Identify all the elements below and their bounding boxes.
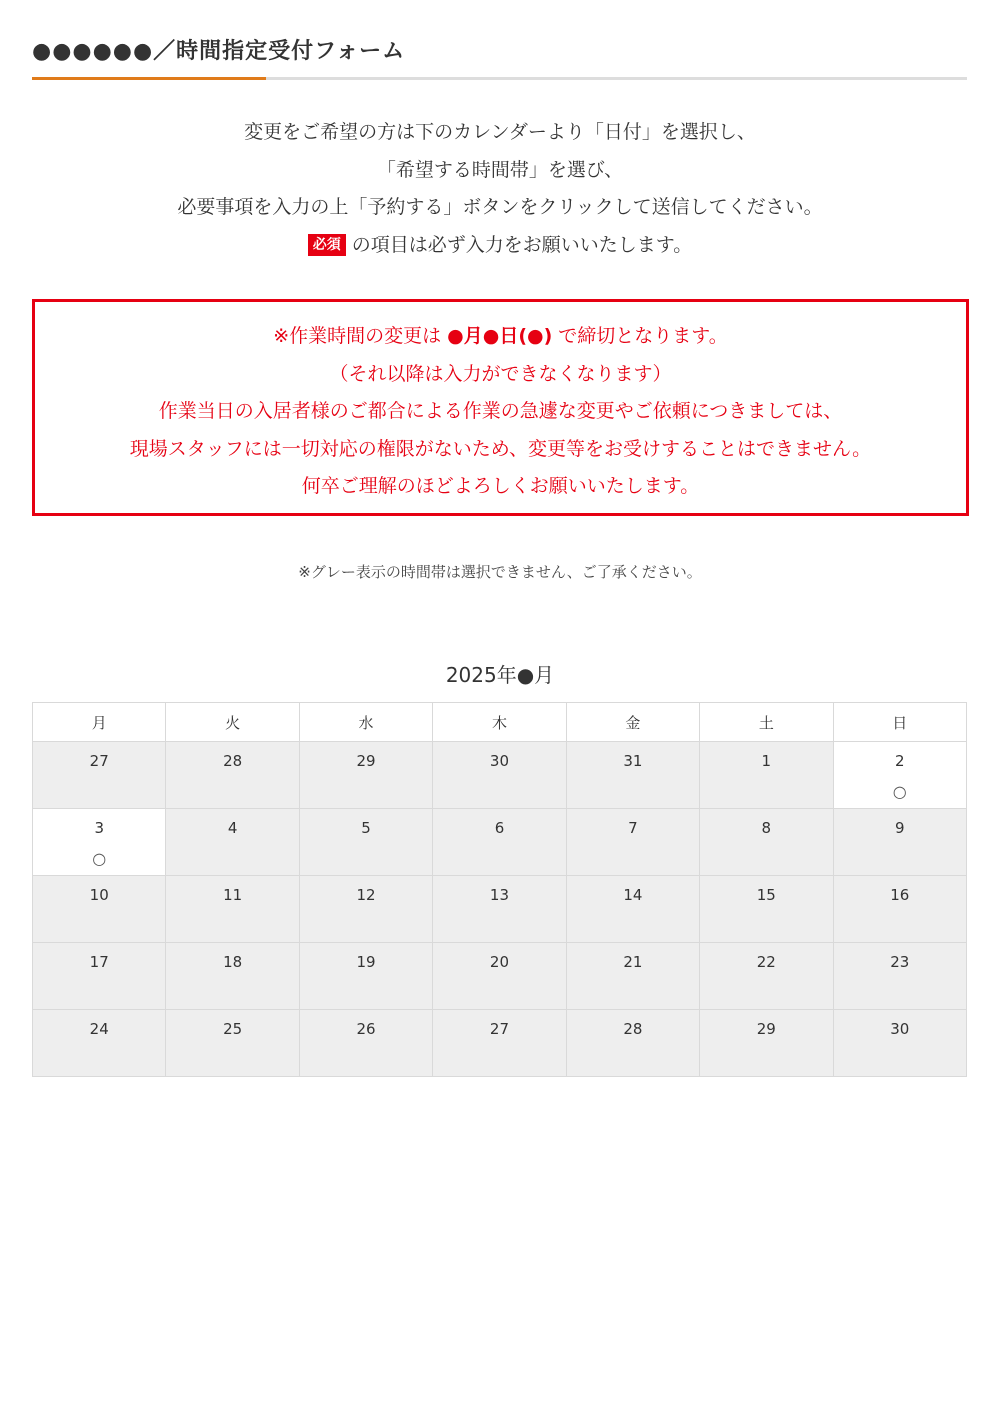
- weekday-fri: 金: [566, 703, 699, 742]
- heading-accent-bar: [32, 77, 266, 80]
- notice-line: 何卒ご理解のほどよろしくお願いいたします。: [301, 475, 700, 497]
- weekday-tue: 火: [166, 703, 299, 742]
- calendar-day-number: 17: [89, 953, 109, 971]
- calendar-day-unavailable: [700, 876, 833, 943]
- calendar-day-unavailable: [833, 809, 966, 876]
- notice-deadline-prefix: ※作業時間の変更は: [273, 325, 448, 347]
- calendar-day-number: 28: [623, 1020, 643, 1038]
- calendar-day-unavailable: [566, 742, 699, 809]
- calendar-day-number: 16: [890, 886, 910, 904]
- calendar-day-number: 28: [223, 752, 243, 770]
- calendar-day-unavailable: [299, 809, 432, 876]
- weekday-mon: 月: [33, 703, 166, 742]
- calendar-day-unavailable: [833, 876, 966, 943]
- calendar-day-unavailable: [33, 1010, 166, 1077]
- notice-deadline-date: ●月●日(●): [447, 325, 553, 347]
- calendar-day-number: 1: [761, 752, 772, 770]
- calendar-day-unavailable: [299, 1010, 432, 1077]
- calendar-day-number: 7: [628, 819, 638, 837]
- calendar-day-number: 19: [356, 953, 376, 971]
- calendar-day-available[interactable]: [833, 742, 966, 809]
- calendar-day-number: 6: [494, 819, 505, 837]
- calendar-day-number: 20: [489, 953, 510, 971]
- calendar-day-number: 21: [623, 953, 643, 971]
- calendar-day-number: 12: [356, 886, 376, 904]
- gray-slot-note: ※グレー表示の時間帯は選択できません、ご了承ください。: [298, 563, 702, 581]
- calendar-day-number: 27: [489, 1020, 510, 1038]
- notice-line: （それ以降は入力ができなくなります）: [329, 362, 672, 385]
- weekday-header-row: [33, 703, 967, 742]
- calendar-day-number: 13: [489, 886, 510, 904]
- notice-line: 作業当日の入居者様のご都合による作業の急遽な変更やご依頼につきましては、: [158, 400, 843, 422]
- calendar-day-number: 8: [761, 819, 772, 837]
- required-badge: 必須: [308, 234, 346, 256]
- intro-line: 変更をご希望の方は下のカレンダーより「日付」を選択し、: [244, 121, 756, 143]
- page-heading: [32, 36, 967, 80]
- calendar-day-unavailable: [433, 742, 566, 809]
- calendar-day-unavailable: [833, 943, 966, 1010]
- calendar-day-unavailable: [166, 809, 299, 876]
- calendar-day-number: 25: [223, 1020, 243, 1038]
- calendar-day-number: 2: [894, 752, 905, 770]
- availability-circle-icon: ○: [892, 782, 907, 801]
- calendar-day-number: 14: [623, 886, 643, 904]
- weekday-sun: 日: [833, 703, 966, 742]
- calendar-day-number: 5: [361, 819, 371, 837]
- calendar-day-number: 26: [356, 1020, 376, 1038]
- calendar-day-unavailable: [166, 876, 299, 943]
- calendar-week-row: [33, 1010, 967, 1077]
- calendar-day-unavailable: [166, 742, 299, 809]
- calendar-day-number: 4: [227, 819, 238, 837]
- weekday-wed: 水: [299, 703, 432, 742]
- calendar-day-unavailable: [433, 809, 566, 876]
- calendar-week-row: [33, 809, 967, 876]
- calendar-month-title: 2025年●月: [445, 663, 555, 687]
- calendar-day-unavailable: [700, 742, 833, 809]
- calendar-week-row: [33, 943, 967, 1010]
- calendar-day-unavailable: [433, 876, 566, 943]
- calendar-day-unavailable: [700, 943, 833, 1010]
- weekday-sat: 土: [700, 703, 833, 742]
- required-note-text: の項目は必ず入力をお願いいたします。: [351, 233, 693, 256]
- calendar-week-row: [33, 876, 967, 943]
- calendar-body: [33, 742, 967, 1077]
- calendar-day-number: 24: [89, 1020, 109, 1038]
- notice-line: 現場スタッフには一切対応の権限がないため、変更等をお受けすることはできません。: [129, 437, 872, 460]
- calendar-day-number: 27: [89, 752, 109, 770]
- intro-line: 必要事項を入力の上「予約する」ボタンをクリックして送信してください。: [177, 196, 823, 218]
- calendar-day-unavailable: [33, 876, 166, 943]
- calendar-day-number: 31: [623, 752, 643, 770]
- calendar-day-unavailable: [566, 943, 699, 1010]
- calendar-day-number: 11: [223, 886, 243, 904]
- notice-line-deadline: [35, 318, 966, 356]
- calendar-day-number: 9: [894, 819, 905, 837]
- page-title: ●●●●●●／時間指定受付フォーム: [32, 39, 406, 64]
- calendar-day-unavailable: [166, 1010, 299, 1077]
- availability-circle-icon: ○: [92, 849, 107, 868]
- calendar-day-unavailable: [299, 742, 432, 809]
- calendar-day-unavailable: [433, 943, 566, 1010]
- notice-deadline-suffix: で締切となります。: [552, 325, 728, 347]
- calendar-day-number: 23: [890, 953, 910, 971]
- deadline-notice-box: [32, 299, 969, 516]
- calendar-day-unavailable: [33, 943, 166, 1010]
- calendar-day-unavailable: [433, 1010, 566, 1077]
- calendar-day-unavailable: [33, 742, 166, 809]
- calendar-day-number: 29: [756, 1020, 776, 1038]
- calendar-day-number: 30: [890, 1020, 910, 1038]
- weekday-thu: 木: [433, 703, 566, 742]
- calendar-table: [32, 702, 967, 1077]
- calendar-day-unavailable: [566, 809, 699, 876]
- calendar-day-unavailable: [566, 876, 699, 943]
- calendar-day-number: 30: [489, 752, 510, 770]
- calendar-day-unavailable: [566, 1010, 699, 1077]
- calendar-day-unavailable: [166, 943, 299, 1010]
- intro-line: 「希望する時間帯」を選び、: [376, 158, 624, 181]
- calendar-day-unavailable: [299, 943, 432, 1010]
- calendar-day-available[interactable]: [33, 809, 166, 876]
- calendar-day-unavailable: [700, 809, 833, 876]
- calendar-day-number: 3: [94, 819, 104, 837]
- calendar-day-number: 10: [89, 886, 109, 904]
- calendar-day-number: 18: [223, 953, 243, 971]
- calendar-day-unavailable: [299, 876, 432, 943]
- calendar-day-number: 29: [356, 752, 376, 770]
- calendar-day-number: 15: [756, 886, 776, 904]
- calendar-day-number: 22: [756, 953, 776, 971]
- required-note: [0, 227, 1000, 265]
- calendar-day-unavailable: [700, 1010, 833, 1077]
- calendar-day-unavailable: [833, 1010, 966, 1077]
- intro-text: [0, 114, 1000, 264]
- calendar-week-row: [33, 742, 967, 809]
